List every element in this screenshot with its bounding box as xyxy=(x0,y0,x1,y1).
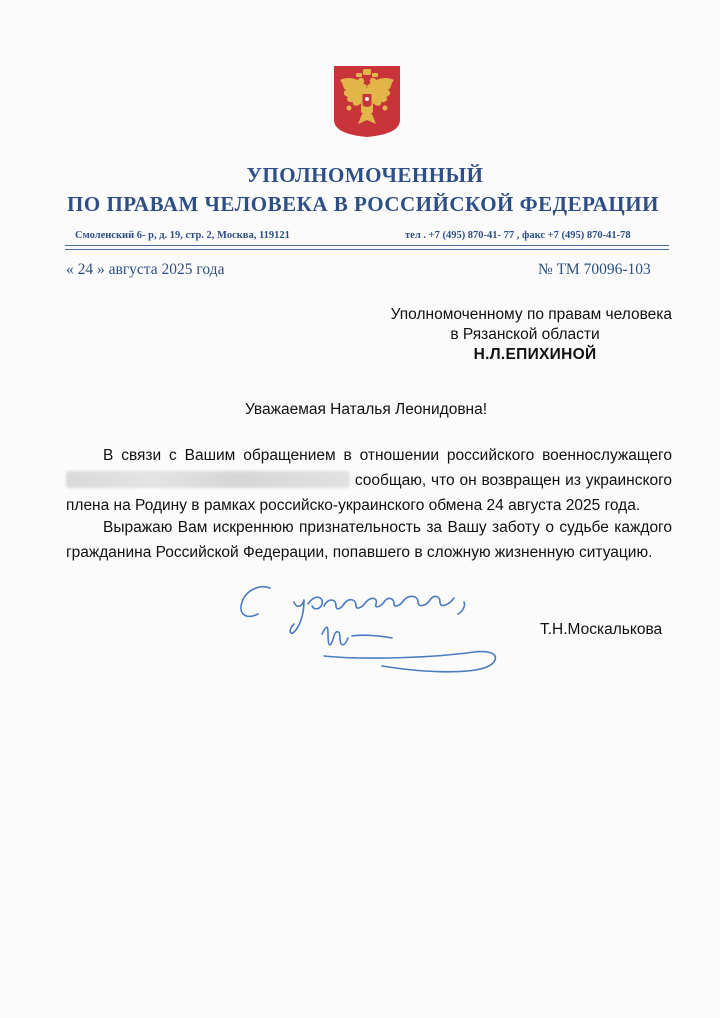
paragraph-1-part1: В связи с Вашим обращением в отношении российского военнослужащего xyxy=(103,447,672,464)
paragraph-1 xyxy=(66,443,672,518)
recipient-name: Н.Л.ЕПИХИНОЙ xyxy=(473,346,597,363)
org-title-line2: ПО ПРАВАМ ЧЕЛОВЕКА В РОССИЙСКОЙ ФЕДЕРАЦИИ xyxy=(67,192,659,216)
russian-coat-of-arms-icon xyxy=(332,64,402,138)
redacted-name xyxy=(66,471,350,488)
reference-number: № ТМ 70096-103 xyxy=(538,261,651,278)
org-address: Смоленский 6- р, д. 19, стр. 2, Москва, 119121 xyxy=(75,230,290,241)
paragraph-2-text: Выражаю Вам искреннюю признательность за Вашу заботу о судьбе каждого гражданина Российской Федерации, попавшего в сложную жизненную ситуацию. xyxy=(66,519,672,561)
paragraph-1-part2: сообщаю, что он возвращен из украинского плена на Родину в рамках российско-украинского обмена 24 августа 2025 года. xyxy=(66,472,673,514)
header-divider xyxy=(65,245,669,246)
paragraph-2 xyxy=(66,515,672,565)
recipient-line1: Уполномоченному по правам человека xyxy=(390,306,672,323)
signer-name: Т.Н.Москалькова xyxy=(540,621,663,638)
recipient-block xyxy=(360,305,672,365)
salutation: Уважаемая Наталья Леонидовна! xyxy=(244,401,488,418)
letter-date: « 24 » августа 2025 года xyxy=(66,261,225,278)
org-phone-fax: тел . +7 (495) 870-41- 77 , факс +7 (495) 870-41-78 xyxy=(405,230,631,241)
recipient-line2: в Рязанской области xyxy=(450,326,600,343)
header-divider-thin xyxy=(65,249,669,250)
handwritten-signature xyxy=(232,580,512,685)
org-title-line1: УПОЛНОМОЧЕННЫЙ xyxy=(246,163,484,187)
